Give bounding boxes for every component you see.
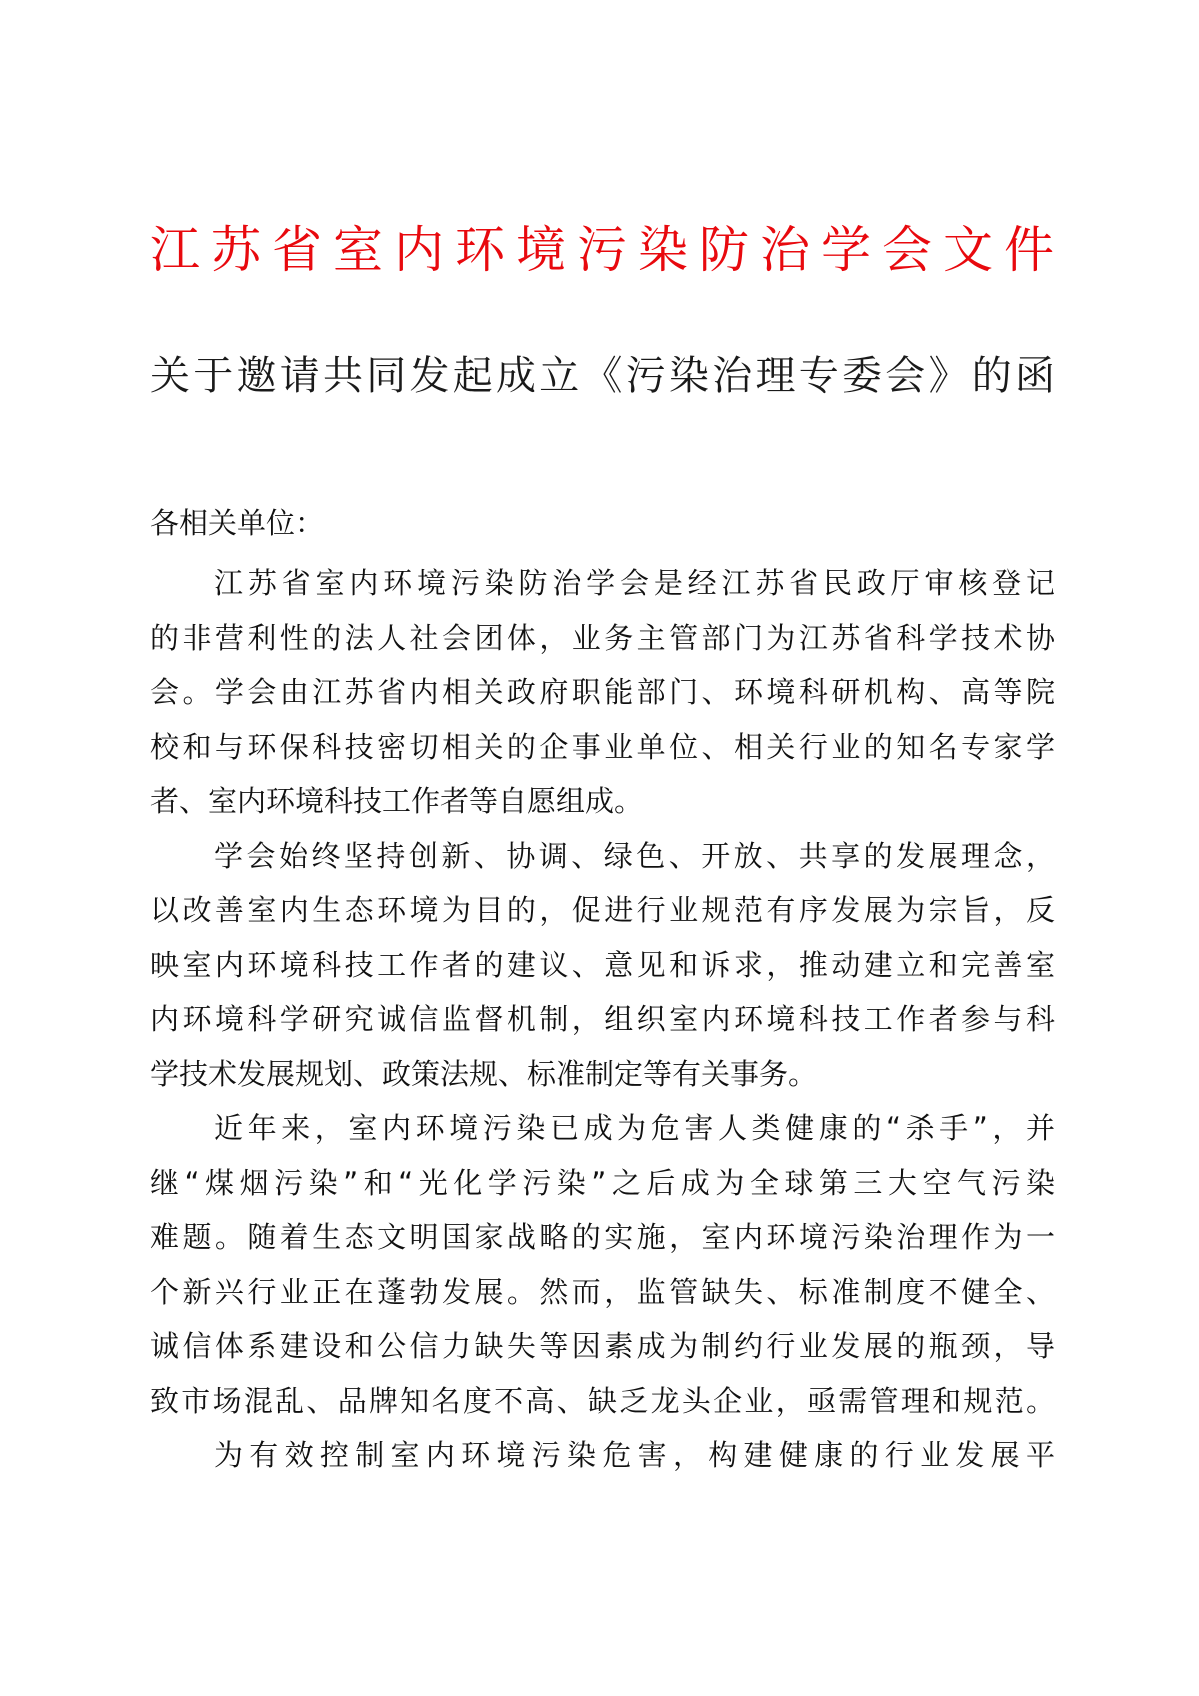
body-line: 内环境科学研究诚信监督机制，组织室内环境科技工作者参与科 <box>150 1002 1055 1036</box>
body-line: 继“煤烟污染”和“光化学污染”之后成为全球第三大空气污染 <box>150 1165 1055 1200</box>
body-line: 江苏省室内环境污染防治学会是经江苏省民政厅审核登记 <box>214 566 1055 600</box>
body-line: 学会始终坚持创新、协调、绿色、开放、共享的发展理念， <box>214 838 1055 873</box>
body-line: 近年来，室内环境污染已成为危害人类健康的“杀手”，并 <box>214 1111 1055 1145</box>
body-line: 者、室内环境科技工作者等自愿组成。 <box>150 784 644 818</box>
body-line: 以改善室内生态环境为目的，促进行业规范有序发展为宗旨，反 <box>150 893 1055 927</box>
body-line: 学技术发展规划、政策法规、标准制定等有关事务。 <box>150 1056 818 1091</box>
salutation: 各相关单位： <box>150 506 325 540</box>
document-header-title: 江苏省室内环境污染防治学会文件 <box>150 221 1055 279</box>
body-line: 诚信体系建设和公信力缺失等因素成为制约行业发展的瓶颈，导 <box>150 1329 1055 1363</box>
body-line: 致市场混乱、品牌知名度不高、缺乏龙头企业，亟需管理和规范。 <box>150 1383 1055 1418</box>
body-line: 个新兴行业正在蓬勃发展。然而，监管缺失、标准制度不健全、 <box>150 1274 1055 1309</box>
body-line: 难题。随着生态文明国家战略的实施，室内环境污染治理作为一 <box>150 1220 1055 1254</box>
body-line: 会。学会由江苏省内相关政府职能部门、环境科研机构、高等院 <box>150 675 1055 709</box>
body-line: 映室内环境科技工作者的建议、意见和诉求，推动建立和完善室 <box>150 947 1055 982</box>
document-subject-title: 关于邀请共同发起成立《污染治理专委会》的函 <box>150 353 1055 399</box>
body-line: 为有效控制室内环境污染危害，构建健康的行业发展平 <box>214 1438 1055 1472</box>
body-line: 的非营利性的法人社会团体，业务主管部门为江苏省科学技术协 <box>150 620 1055 655</box>
document-body <box>150 556 1055 1483</box>
body-line: 校和与环保科技密切相关的企事业单位、相关行业的知名专家学 <box>150 729 1055 764</box>
